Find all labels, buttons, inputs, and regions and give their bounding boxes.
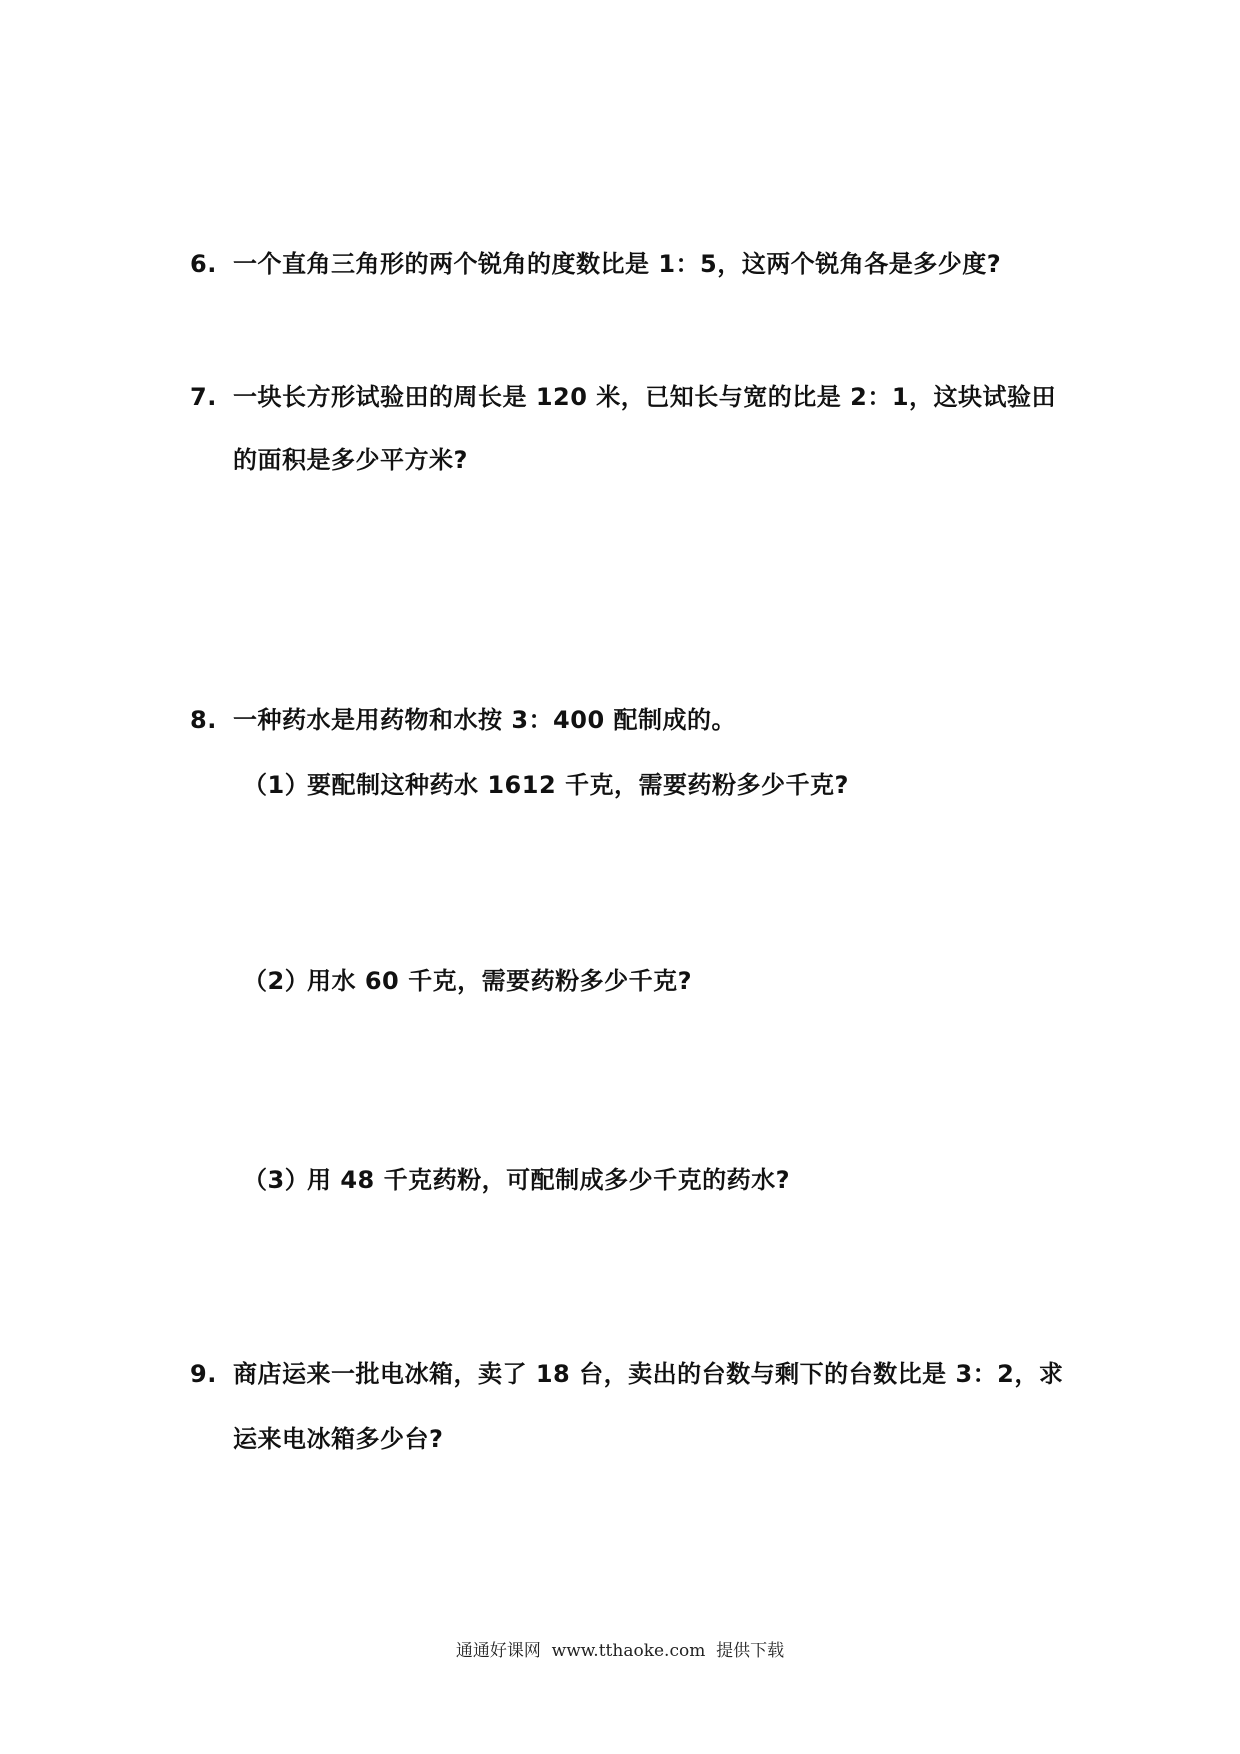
question-text: 一个直角三角形的两个锐角的度数比是 1：5，这两个锐角各是多少度? [233,250,1002,278]
sub-question-label: （2） [243,967,310,995]
question-text: 一块长方形试验田的周长是 120 米，已知长与宽的比是 2：1，这块试验田 [233,383,1057,411]
question-number: 9. [190,1360,217,1388]
question-text: 运来电冰箱多少台? [233,1425,444,1453]
sub-question-label: （1） [243,771,310,799]
page-footer: 通通好课网 www.tthaoke.com 提供下载 [455,1641,785,1661]
question-text: 的面积是多少平方米? [233,446,468,474]
question-number: 6. [190,250,217,278]
sub-question-label: （3） [243,1166,310,1194]
question-text: 商店运来一批电冰箱，卖了 18 台，卖出的台数与剩下的台数比是 3：2，求 [233,1360,1064,1388]
sub-question-text: 要配制这种药水 1612 千克，需要药粉多少千克? [307,771,849,799]
question-text: 一种药水是用药物和水按 3：400 配制成的。 [233,706,737,734]
question-number: 8. [190,706,217,734]
sub-question-text: 用 48 千克药粉，可配制成多少千克的药水? [307,1166,791,1194]
sub-question-text: 用水 60 千克，需要药粉多少千克? [307,967,693,995]
question-number: 7. [190,383,217,411]
